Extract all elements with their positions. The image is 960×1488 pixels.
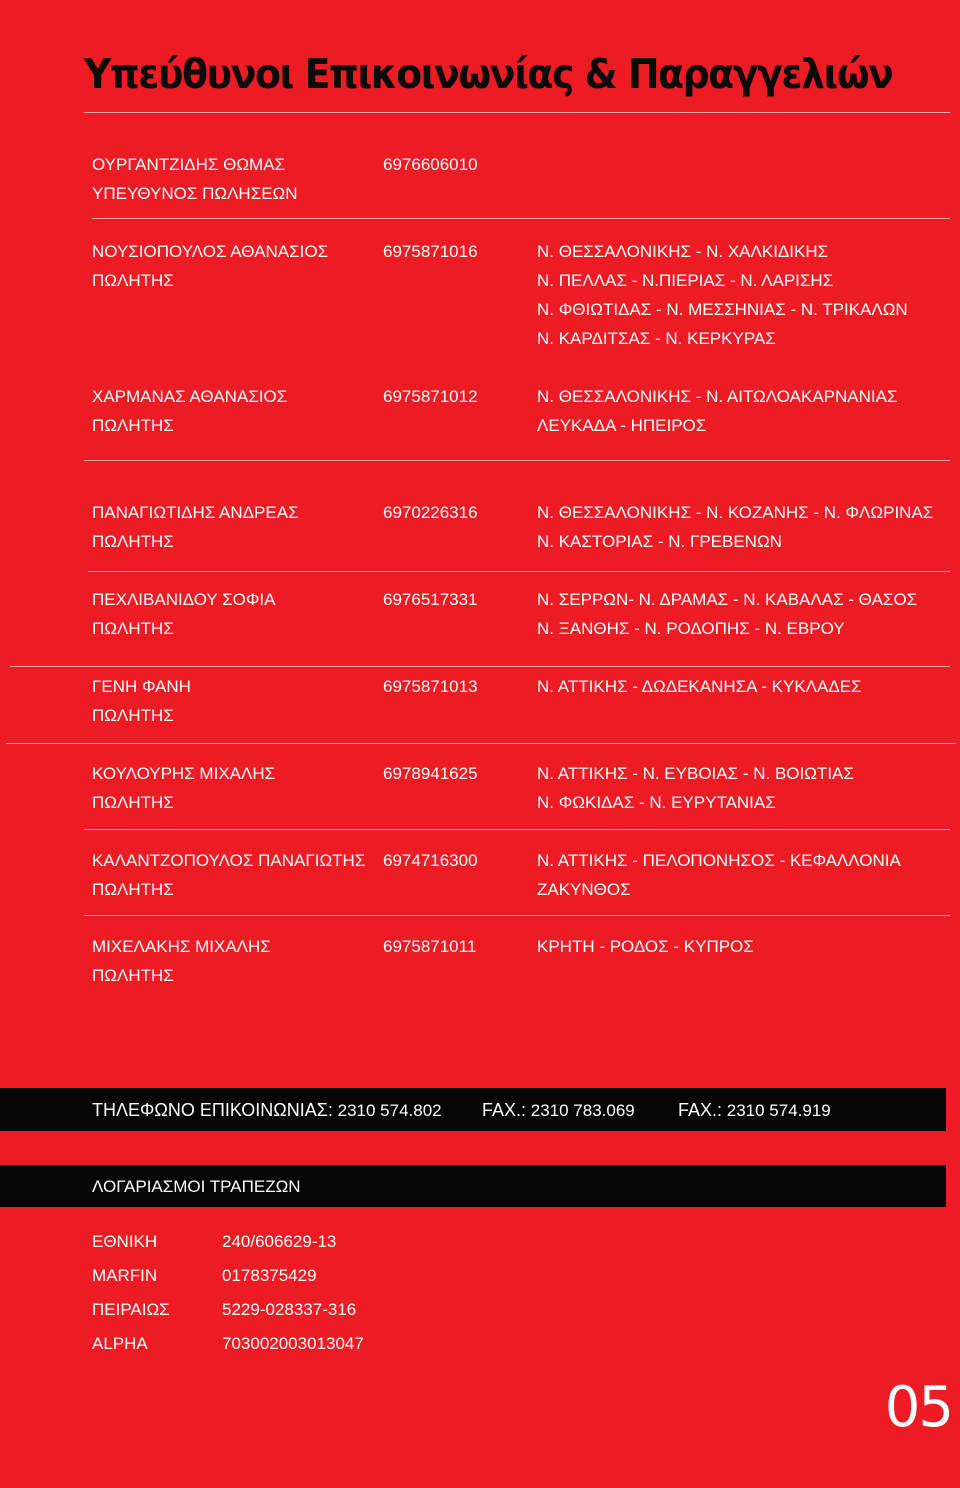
bank-account-number: 5229-028337-316 (222, 1300, 357, 1319)
area-line: ΛΕΥΚΑΔΑ - ΗΠΕΙΡΟΣ (537, 416, 707, 435)
contact-name: ΚΑΛΑΝΤΖΟΠΟΥΛΟΣ ΠΑΝΑΓΙΩΤΗΣ (92, 851, 366, 870)
contact-phone: 6976606010 (383, 155, 478, 174)
bank-name: ΠΕΙΡΑΙΩΣ (92, 1300, 170, 1319)
phone-value: 2310 574.802 (332, 1101, 442, 1120)
section-divider (6, 743, 956, 744)
section-divider (84, 829, 950, 830)
contact-role: ΥΠΕΥΘΥΝΟΣ ΠΩΛΗΣΕΩΝ (92, 184, 298, 203)
contact-areas (537, 585, 917, 643)
fax-label: FAX.: (678, 1100, 723, 1120)
contact-areas (537, 237, 908, 353)
area-line: Ν. ΦΩΚΙΔΑΣ - Ν. ΕΥΡΥΤΑΝΙΑΣ (537, 793, 776, 812)
contact-role: ΠΩΛΗΤΗΣ (92, 532, 174, 551)
bank-accounts-header (0, 1165, 946, 1207)
contact-role: ΠΩΛΗΤΗΣ (92, 271, 174, 290)
area-line: Ν. ΞΑΝΘΗΣ - Ν. ΡΟΔΟΠΗΣ - Ν. ΕΒΡΟΥ (537, 619, 845, 638)
fax-info-2 (678, 1100, 831, 1121)
contact-name: ΓΕΝΗ ΦΑΝΗ (92, 677, 191, 696)
section-divider (92, 218, 950, 219)
contact-phone: 6978941625 (383, 764, 478, 783)
contact-role: ΠΩΛΗΤΗΣ (92, 619, 174, 638)
page-title: Υπεύθυνοι Επικοινωνίας & Παραγγελιών (84, 50, 893, 98)
contact-phone: 6975871012 (383, 387, 478, 406)
area-line: Ν. ΑΤΤΙΚΗΣ - Ν. ΕΥΒΟΙΑΣ - Ν. ΒΟΙΩΤΙΑΣ (537, 764, 854, 783)
page-number: 05 (884, 1375, 952, 1440)
contact-role: ΠΩΛΗΤΗΣ (92, 793, 174, 812)
area-line: Ν. ΑΤΤΙΚΗΣ - ΔΩΔΕΚΑΝΗΣΑ - ΚΥΚΛΑΔΕΣ (537, 677, 862, 696)
fax-value: 2310 574.919 (722, 1101, 831, 1120)
contact-name: ΧΑΡΜΑΝΑΣ ΑΘΑΝΑΣΙΟΣ (92, 387, 288, 406)
contact-phone: 6974716300 (383, 851, 478, 870)
contact-areas (537, 498, 933, 556)
bank-accounts-title: ΛΟΓΑΡΙΑΣΜΟΙ ΤΡΑΠΕΖΩΝ (92, 1177, 301, 1196)
area-line: Ν. ΦΘΙΩΤΙΔΑΣ - Ν. ΜΕΣΣΗΝΙΑΣ - Ν. ΤΡΙΚΑΛΩΝ (537, 300, 908, 319)
area-line: Ν. ΘΕΣΣΑΛΟΝΙΚΗΣ - Ν. ΧΑΛΚΙΔΙΚΗΣ (537, 242, 829, 261)
contact-areas (537, 382, 897, 440)
contact-areas (537, 932, 754, 961)
contact-phone: 6975871016 (383, 242, 478, 261)
area-line: Ν. ΚΑΣΤΟΡΙΑΣ - Ν. ΓΡΕΒΕΝΩΝ (537, 532, 782, 551)
bank-name: MARFIN (92, 1266, 158, 1285)
contact-phone: 6975871013 (383, 677, 478, 696)
contact-phone: 6976517331 (383, 590, 478, 609)
contact-role: ΠΩΛΗΤΗΣ (92, 416, 174, 435)
section-divider (84, 915, 950, 916)
section-divider (84, 460, 950, 461)
area-line: Ν. ΠΕΛΛΑΣ - Ν.ΠΙΕΡΙΑΣ - Ν. ΛΑΡΙΣΗΣ (537, 271, 834, 290)
area-line: ΚΡΗΤΗ - ΡΟΔΟΣ - ΚΥΠΡΟΣ (537, 937, 754, 956)
contact-name: ΟΥΡΓΑΝΤΖΙΔΗΣ ΘΩΜΑΣ (92, 155, 286, 174)
contact-name: ΝΟΥΣΙΟΠΟΥΛΟΣ ΑΘΑΝΑΣΙΟΣ (92, 242, 329, 261)
contact-role: ΠΩΛΗΤΗΣ (92, 966, 174, 985)
title-divider (84, 112, 950, 113)
phone-info (92, 1100, 442, 1121)
area-line: Ν. ΑΤΤΙΚΗΣ - ΠΕΛΟΠΟΝΗΣΟΣ - ΚΕΦΑΛΛΟΝΙΑ (537, 851, 901, 870)
area-line: Ν. ΣΕΡΡΩΝ- Ν. ΔΡΑΜΑΣ - Ν. ΚΑΒΑΛΑΣ - ΘΑΣΟΣ (537, 590, 918, 609)
contact-phone: 6975871011 (383, 937, 477, 956)
contact-name: ΜΙΧΕΛΑΚΗΣ ΜΙΧΑΛΗΣ (92, 937, 271, 956)
bank-name: ALPHA (92, 1334, 148, 1353)
section-divider (88, 571, 950, 572)
area-line: Ν. ΚΑΡΔΙΤΣΑΣ - Ν. ΚΕΡΚΥΡΑΣ (537, 329, 776, 348)
area-line: Ν. ΘΕΣΣΑΛΟΝΙΚΗΣ - Ν. ΚΟΖΑΝΗΣ - Ν. ΦΛΩΡΙΝΑΣ (537, 503, 934, 522)
contact-areas (537, 672, 862, 701)
area-line: Ν. ΘΕΣΣΑΛΟΝΙΚΗΣ - Ν. ΑΙΤΩΛΟΑΚΑΡΝΑΝΙΑΣ (537, 387, 898, 406)
contact-areas (537, 759, 854, 817)
bank-name: ΕΘΝΙΚΗ (92, 1232, 158, 1251)
contact-name: ΠΑΝΑΓΙΩΤΙΔΗΣ ΑΝΔΡΕΑΣ (92, 503, 299, 522)
contact-phone: 6970226316 (383, 503, 478, 522)
phone-label: ΤΗΛΕΦΩΝΟ ΕΠΙΚΟΙΝΩΝΙΑΣ: (92, 1100, 333, 1120)
contact-name: ΠΕΧΛΙΒΑΝΙΔΟΥ ΣΟΦΙΑ (92, 590, 276, 609)
bank-account-number: 703002003013047 (222, 1334, 364, 1353)
area-line: ΖΑΚΥΝΘΟΣ (537, 880, 631, 899)
fax-label: FAX.: (482, 1100, 527, 1120)
contact-areas (537, 846, 901, 904)
contact-info-bar (0, 1088, 946, 1131)
contact-role: ΠΩΛΗΤΗΣ (92, 706, 174, 725)
contact-name: ΚΟΥΛΟΥΡΗΣ ΜΙΧΑΛΗΣ (92, 764, 276, 783)
section-divider (10, 666, 950, 667)
bank-account-number: 240/606629-13 (222, 1232, 337, 1251)
bank-account-number: 0178375429 (222, 1266, 317, 1285)
fax-info-1 (482, 1100, 635, 1121)
contact-role: ΠΩΛΗΤΗΣ (92, 880, 174, 899)
fax-value: 2310 783.069 (526, 1101, 635, 1120)
